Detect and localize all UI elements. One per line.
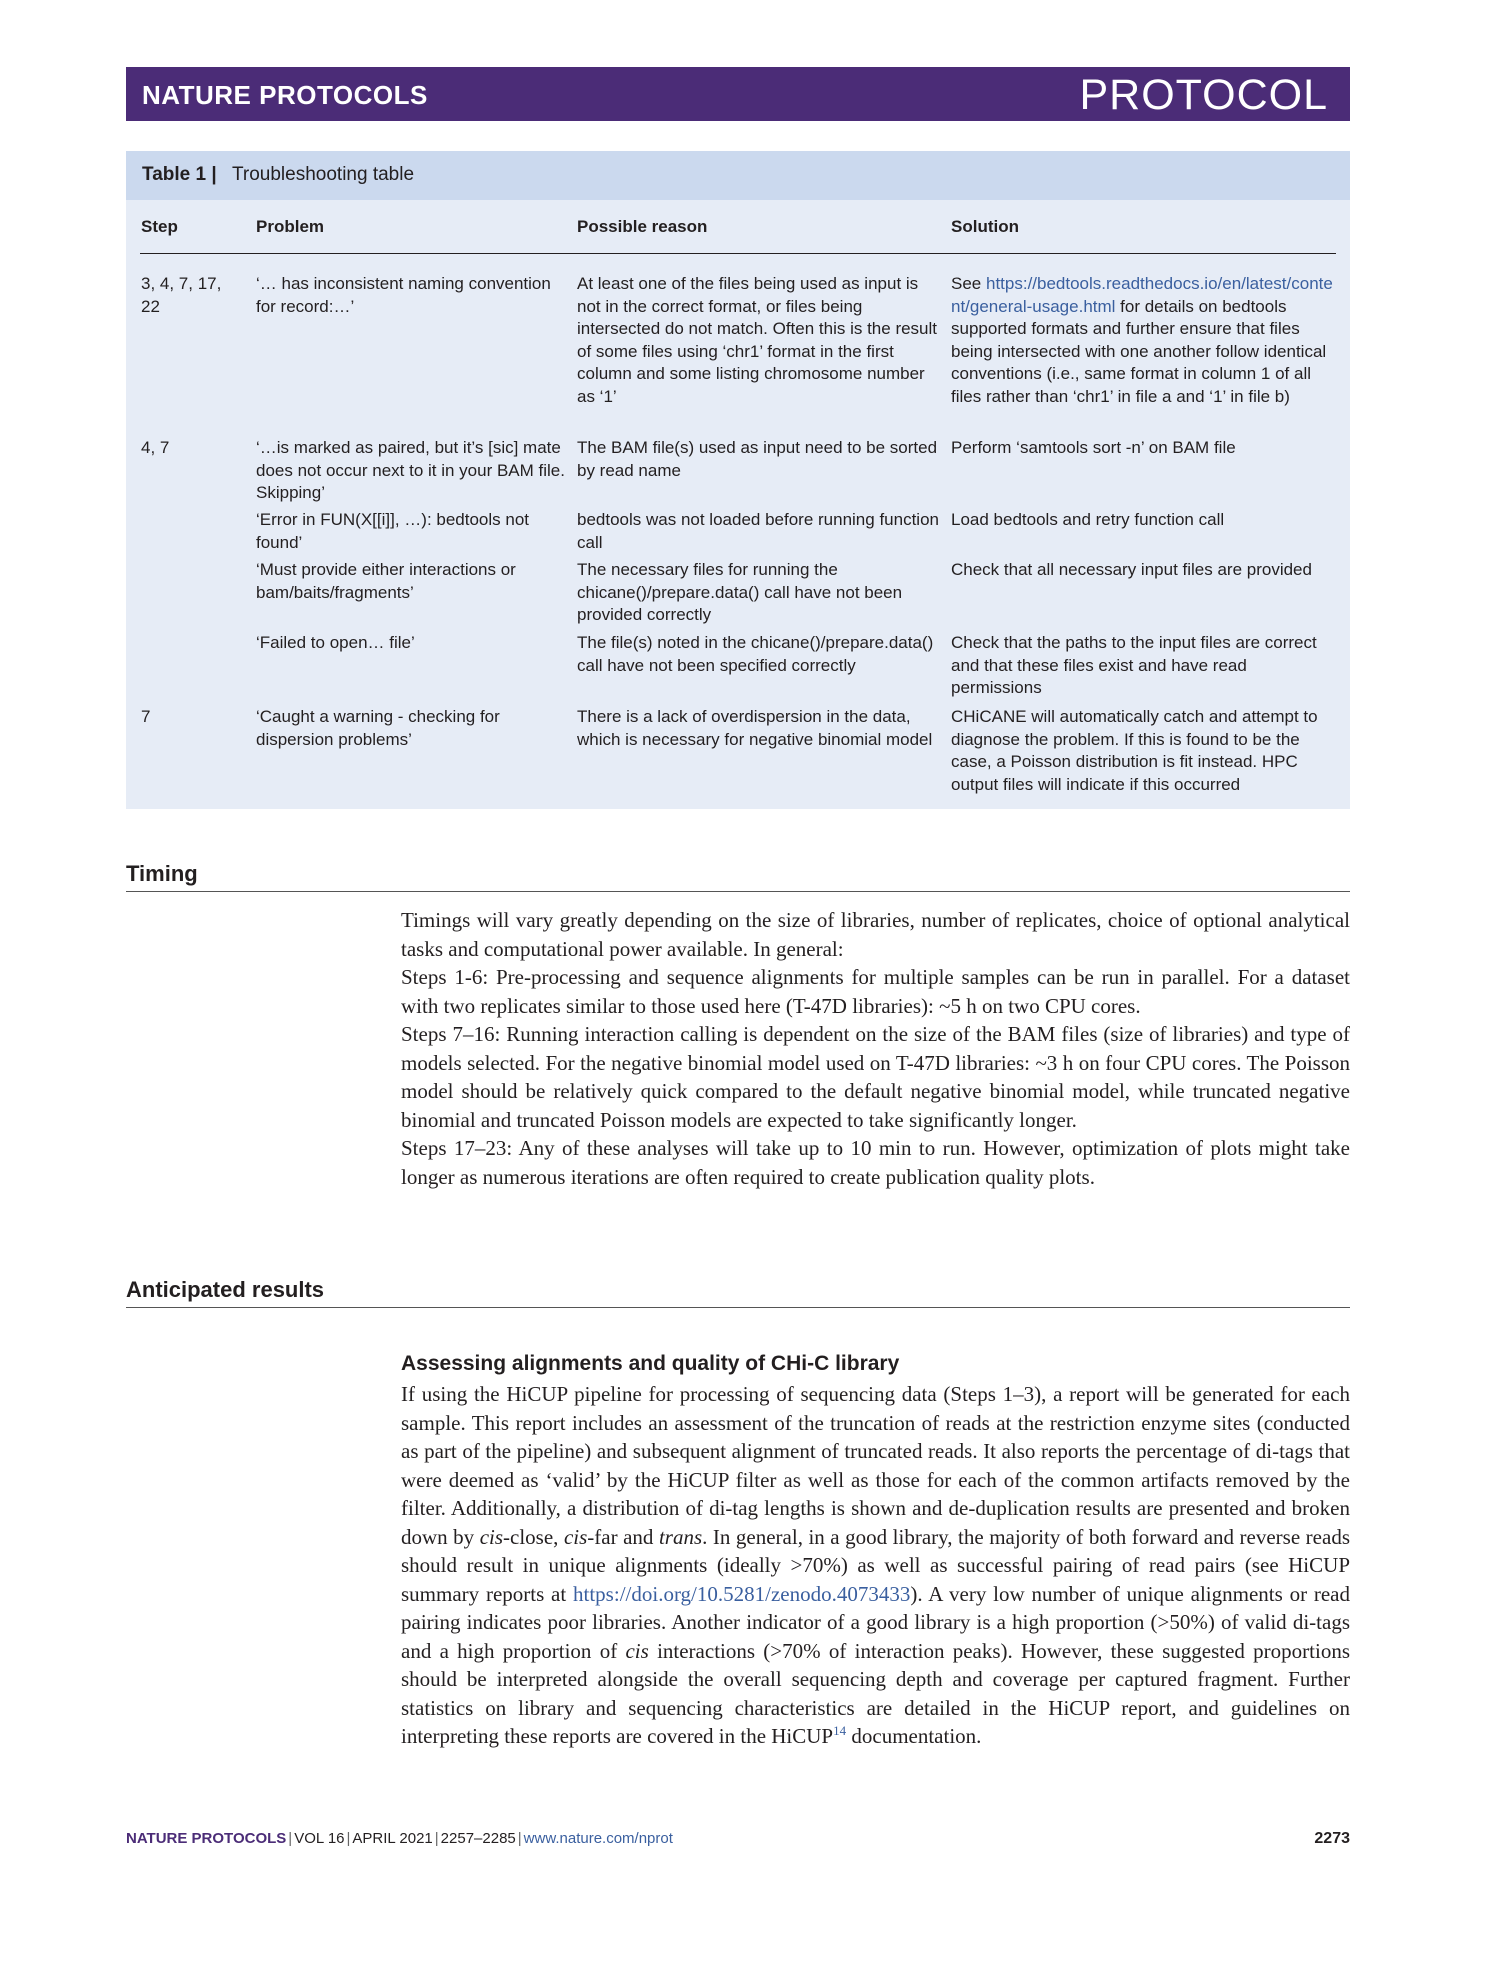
page-footer <box>126 1830 1350 1850</box>
row-1-reason: At least one of the files being used as input is not in the correct format, or files being intersected do not match. Often this is the result of some files using ‘chr1’ format in the first column and some listing chromosome number as ‘1’ <box>577 274 938 406</box>
column-header-problem: Problem <box>256 217 325 236</box>
row-4-reason: The necessary files for running the chicane()/prepare.data() call have not been provided correctly <box>577 560 903 624</box>
anticipated-results-heading: Anticipated results <box>126 1277 1350 1308</box>
row-3-solution: Load bedtools and retry function call <box>951 510 1225 529</box>
timing-paragraph: Timings will vary greatly depending on the size of libraries, number of replicates, choice of optional analytical tasks and computational power available. In general: <box>401 908 1350 961</box>
bedtools-docs-link[interactable]: https://bedtools.readthedocs.io/en/latest/content/general-usage.html <box>951 274 1333 316</box>
page-number: 2273 <box>1314 1830 1350 1847</box>
row-1-solution <box>951 273 1336 408</box>
row-3-reason: bedtools was not loaded before running function call <box>577 510 939 552</box>
row-1-problem: ‘… has inconsistent naming convention for record:…’ <box>256 274 551 316</box>
footer-url-link[interactable]: www.nature.com/nprot <box>523 1830 673 1847</box>
footer-pages: 2257–2285 <box>440 1830 516 1847</box>
row-5-problem: ‘Failed to open… file’ <box>256 633 415 652</box>
timing-paragraph: Steps 7–16: Running interaction calling is dependent on the size of the BAM files (size of libraries) and type of models selected. For the negative binomial model used on T-47D libraries: ~3 h on four CPU cores. The Poisson model should be relatively quick compared to the default negative binomial model, while truncated negative binomial and truncated Poisson models are expected to take significantly longer. <box>401 1022 1350 1132</box>
journal-name: NATURE PROTOCOLS <box>142 80 428 110</box>
reference-14-link[interactable]: 14 <box>833 1723 847 1738</box>
row-1-solution-prefix: See <box>951 274 986 293</box>
row-1-solution-suffix: for details on bedtools supported formats and further ensure that files being intersected with one another follow identical conventions (i.e., same format in column 1 of all files rather than ‘chr1’ in file a and ‘1’ in file b) <box>951 296 1327 406</box>
footer-volume: VOL 16 <box>294 1830 345 1847</box>
alignment-quality-subheading: Assessing alignments and quality of CHi-C library <box>401 1352 900 1375</box>
footer-journal: NATURE PROTOCOLS <box>126 1830 287 1847</box>
row-2-solution: Perform ‘samtools sort -n’ on BAM file <box>951 438 1236 457</box>
row-2-problem: ‘…is marked as paired, but it’s [sic] mate does not occur next to it in your BAM file. Skipping’ <box>256 438 565 502</box>
footer-date: APRIL 2021 <box>352 1830 433 1847</box>
article-type: PROTOCOL <box>1079 71 1328 119</box>
row-5-reason: The file(s) noted in the chicane()/prepare.data() call have not been specified correctly <box>577 633 934 675</box>
header-rule <box>140 253 1336 254</box>
table-caption <box>126 151 1350 200</box>
row-4-solution: Check that all necessary input files are provided <box>951 560 1312 579</box>
row-6-reason: There is a lack of overdispersion in the data, which is necessary for negative binomial model <box>577 707 933 749</box>
row-2-reason: The BAM file(s) used as input need to be sorted by read name <box>577 438 938 480</box>
zenodo-doi-link[interactable]: https://doi.org/10.5281/zenodo.4073433 <box>573 1581 911 1606</box>
footer-citation: NATURE PROTOCOLS | VOL 16 | APRIL 2021 | 2257–2285 | www.nature.com/nprot <box>126 1830 673 1847</box>
row-3-problem: ‘Error in FUN(X[[i]], …): bedtools not found’ <box>256 510 530 552</box>
column-header-solution: Solution <box>951 217 1019 236</box>
row-2-step: 4, 7 <box>141 438 170 457</box>
row-6-step: 7 <box>141 707 151 726</box>
timing-body <box>401 906 1350 1191</box>
results-paragraph: If using the HiCUP pipeline for processing of sequencing data (Steps 1–3), a report will be generated for each sample. This report includes an assessment of the truncation of reads at the restriction enzyme sites (conducted as part of the pipeline) and subsequent alignment of truncated reads. It also reports the percentage of di-tags that were deemed as ‘valid’ by the HiCUP filter as well as those for each of the common artifacts removed by the filter. Additionally, a distribution of di-tag lengths is shown and de-duplication results are presented and broken down by cis-close, cis-far and trans. In general, in a good library, the majority of both forward and reverse reads should result in unique alignments (ideally >70%) as well as successful pairing of read pairs (see HiCUP summary reports at https://doi.org/10.5281/zenodo.4073433). A very low number of unique alignments or read pairing indicates poor libraries. Another indicator of a good library is a high proportion (>50%) of valid di-tags and a high proportion of cis interactions (>70% of interaction peaks). However, these suggested proportions should be interpreted alongside the overall sequencing depth and coverage per captured fragment. Further statistics on library and sequencing characteristics are detailed in the HiCUP report, and guidelines on interpreting these reports are covered in the HiCUP$^{14}$ documentation. <box>401 1382 1351 1748</box>
troubleshooting-table <box>126 151 1350 809</box>
column-header-step: Step <box>141 217 178 236</box>
table-title: Troubleshooting table <box>232 164 415 185</box>
timing-paragraph: Steps 17–23: Any of these analyses will take up to 10 min to run. However, optimization of plots might take longer as numerous iterations are often required to create publication quality plots. <box>401 1136 1350 1189</box>
timing-paragraph: Steps 1-6: Pre-processing and sequence alignments for multiple samples can be run in parallel. For a dataset with two replicates similar to those used here (T-47D libraries): ~5 h on two CPU cores. <box>401 965 1350 1018</box>
row-4-problem: ‘Must provide either interactions or bam/baits/fragments’ <box>256 560 516 602</box>
journal-banner <box>126 67 1350 121</box>
row-6-problem: ‘Caught a warning - checking for dispersion problems’ <box>256 707 500 749</box>
column-header-reason: Possible reason <box>577 217 708 236</box>
timing-heading: Timing <box>126 861 1350 892</box>
row-1-step: 3, 4, 7, 17, 22 <box>141 274 222 316</box>
row-6-solution: CHiCANE will automatically catch and attempt to diagnose the problem. If this is found to be the case, a Poisson distribution is fit instead. HPC output files will indicate if this occurred <box>951 707 1318 794</box>
table-label: Table 1 | <box>142 164 217 185</box>
row-5-solution: Check that the paths to the input files are correct and that these files exist and have read permissions <box>951 633 1317 697</box>
results-body <box>401 1380 1350 1751</box>
